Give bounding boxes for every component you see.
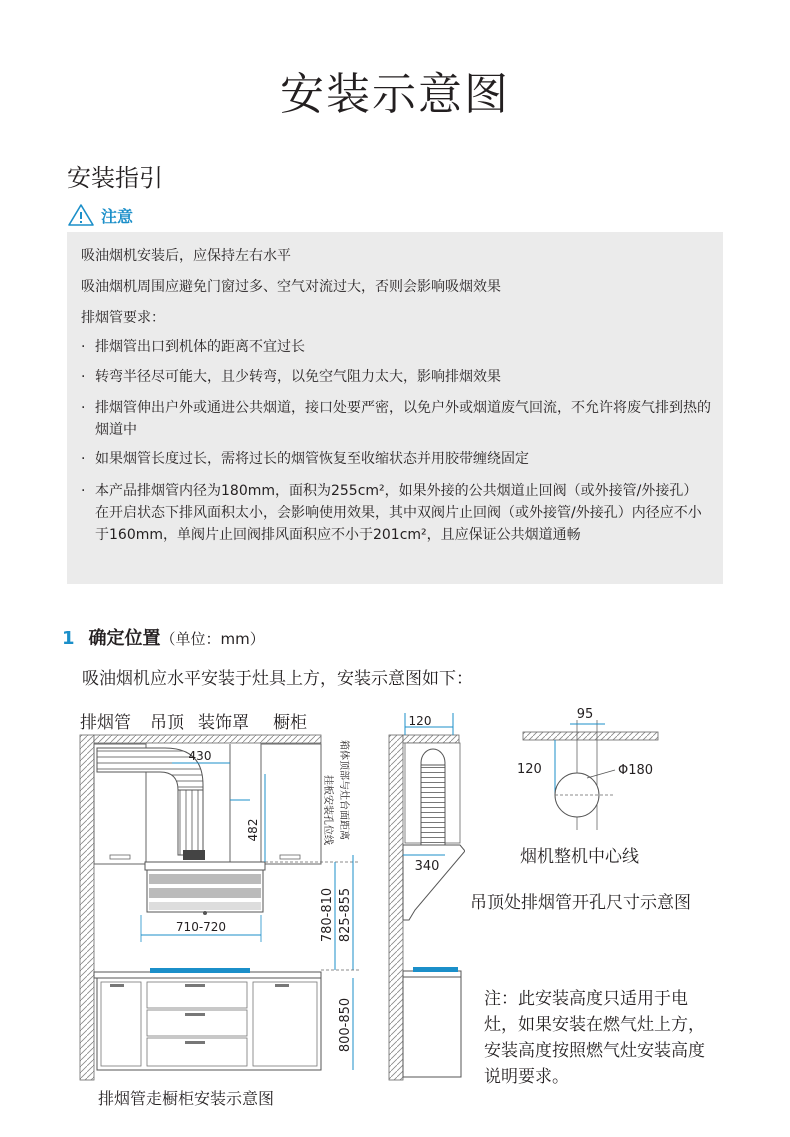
vert-label-1: 挂板安装孔位线 — [322, 775, 333, 845]
dim-482: 482 — [246, 818, 260, 842]
section-title: 安装指引 — [67, 164, 163, 192]
step-intro: 吸油烟机应水平安装于灶具上方，安装示意图如下： — [82, 669, 473, 689]
step-unit: （单位：mm） — [160, 630, 265, 648]
front-diagram-caption: 排烟管走橱柜安装示意图 — [98, 1089, 275, 1108]
dim-95: 95 — [576, 707, 594, 722]
ceiling-hole-diagram — [515, 700, 665, 830]
dim-width: 710-720 — [175, 920, 227, 934]
bullet-text: 如果烟管长度过长，需将过长的烟管恢复至收缩状态并用胶带缠绕固定 — [95, 451, 529, 467]
step-heading — [62, 624, 265, 650]
notice-box: 吸油烟机安装后，应保持左右水平 吸油烟机周围应避免门窗过多、空气对流过大，否则会影响吸烟效果 排烟管要求： · 排烟管出口到机体的距离不宜过长 · 转弯半径尽可能大，且少转弯，以免空气阻力太大，影响排烟效果 · 排烟管伸出户外或通进公共烟道，接口处要严密，以免户外或烟道废气回流，不允许将废气排到热的烟道中 · 如果烟管长度过长，需将过长的烟管恢复至收缩状态并用胶带缠绕固定 · 本产品排烟管内径为180mm，面积为255cm²，如果外接的公共烟道止回阀（或外接管/外接孔）在开启状态下排风面积太小，会影响使用效果，其中双阀片止回阀（或外接管/外接孔）内径应不小于160mm，单阀片止回阀排风面积应不小于201cm²，且应保证公共烟道通畅 — [67, 232, 723, 584]
warning-icon — [67, 203, 95, 227]
notice-header — [67, 200, 133, 230]
dim-side-top: 120 — [408, 714, 432, 728]
bullet-text: 本产品排烟管内径为180mm，面积为255cm²，如果外接的公共烟道止回阀（或外接管/外接孔）在开启状态下排风面积太小，会影响使用效果，其中双阀片止回阀（或外接管/外接孔）内径应不小于160mm，单阀片止回阀排风面积应不小于201cm²，且应保证公共烟道通畅 — [95, 483, 702, 543]
dim-height1: 780-810 — [320, 887, 335, 943]
dim-cabinet: 800-850 — [338, 997, 353, 1053]
notice-line: 吸油烟机周围应避免门窗过多、空气对流过大，否则会影响吸烟效果 — [81, 279, 501, 295]
notice-line: 吸油烟机安装后，应保持左右水平 — [81, 248, 291, 264]
dim-diameter: Φ180 — [618, 763, 654, 778]
label-cabinet: 橱柜 — [273, 713, 307, 733]
label-cover: 装饰罩 — [198, 713, 249, 733]
page-title: 安装示意图 — [280, 69, 510, 120]
vert-label-2: 箱体顶部与灶台面距离 — [338, 740, 349, 840]
notice-label: 注意 — [101, 206, 134, 226]
centerline-label: 烟机整机中心线 — [520, 847, 639, 867]
install-note: 注：此安装高度只适用于电灶，如果安装在燃气灶上方，安装高度按照燃气灶安装高度说明要求。 — [484, 989, 705, 1087]
bullet-text: 转弯半径尽可能大，且少转弯，以免空气阻力太大，影响排烟效果 — [95, 369, 501, 385]
dim-120: 120 — [517, 762, 542, 777]
label-duct: 排烟管 — [80, 713, 131, 733]
dim-height2: 825-855 — [338, 887, 353, 943]
ceiling-diagram-caption: 吊顶处排烟管开孔尺寸示意图 — [470, 893, 691, 913]
step-title: 确定位置 — [88, 628, 161, 649]
bullet-text: 排烟管伸出户外或通进公共烟道，接口处要严密，以免户外或烟道废气回流，不允许将废气排到热的烟道中 — [95, 400, 711, 438]
label-ceiling: 吊顶 — [150, 713, 184, 733]
notice-line: 排烟管要求： — [81, 310, 165, 326]
dim-side-depth: 340 — [414, 859, 440, 874]
side-installation-diagram — [385, 705, 465, 1085]
front-installation-diagram — [75, 730, 375, 1085]
step-number: 1 — [62, 628, 75, 649]
dim-430: 430 — [188, 749, 212, 763]
bullet-text: 排烟管出口到机体的距离不宜过长 — [95, 339, 305, 355]
